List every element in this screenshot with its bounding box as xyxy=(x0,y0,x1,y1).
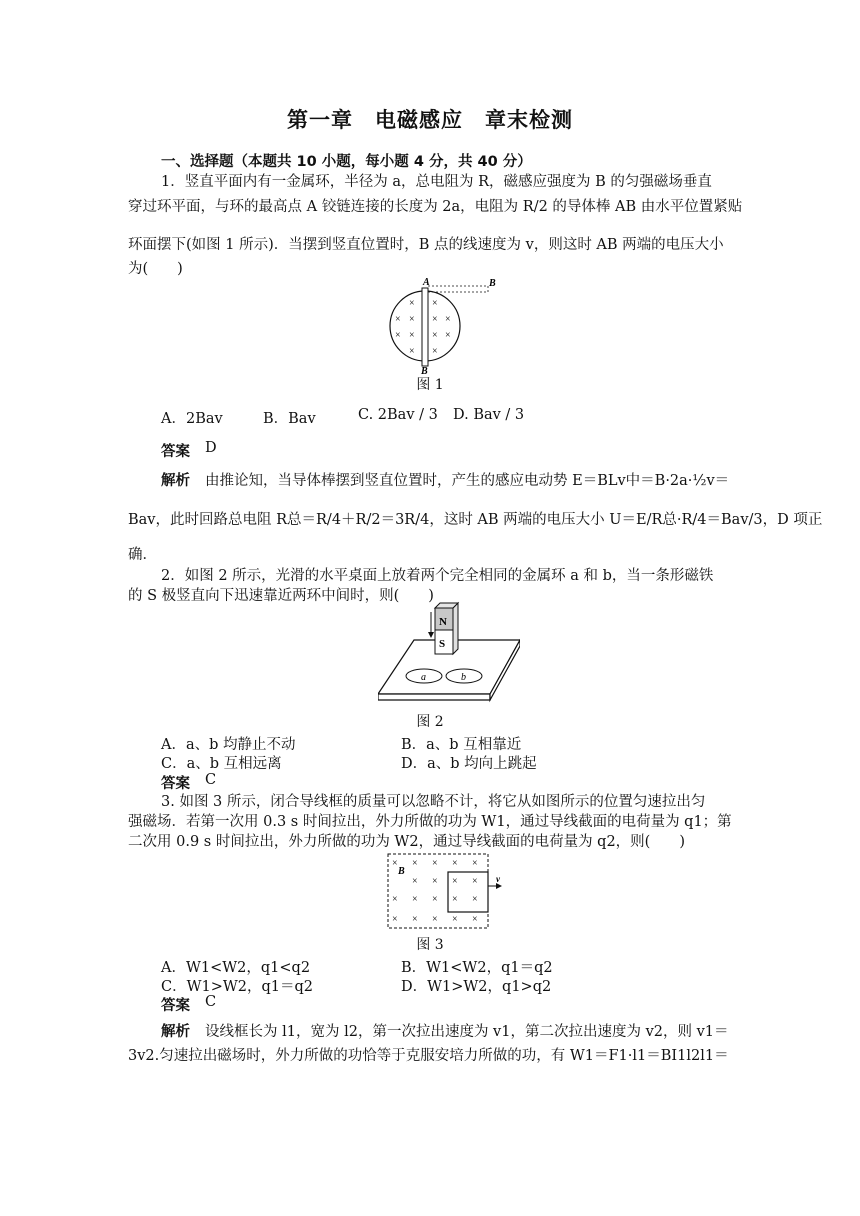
q2-option-d: D．a、b 均向上跳起 xyxy=(401,756,537,772)
figure-1-caption: 图 1 xyxy=(416,377,444,393)
magnet-n-label: N xyxy=(439,616,447,628)
q3-option-b: B．W1<W2，q1＝q2 xyxy=(401,960,553,976)
q2-answer: C xyxy=(205,772,217,788)
q1-option-b: B．Bav xyxy=(263,411,316,427)
cross-mark: × xyxy=(412,914,418,925)
cross-mark: × xyxy=(409,330,415,341)
cross-mark: × xyxy=(432,330,438,341)
cross-mark: × xyxy=(472,894,478,905)
cross-mark: × xyxy=(412,894,418,905)
figure-1 xyxy=(385,276,500,376)
q3-option-c: C．W1>W2，q1＝q2 xyxy=(161,979,314,995)
q3-option-a: A．W1<W2，q1<q2 xyxy=(161,960,311,976)
q3-analysis-label: 解析 xyxy=(161,1024,190,1040)
q2-answer-label: 答案 xyxy=(161,776,190,792)
cross-mark: × xyxy=(432,914,438,925)
cross-mark: × xyxy=(409,346,415,357)
q2-option-c: C．a、b 互相远离 xyxy=(161,756,282,772)
fig1-label-b-top: B xyxy=(489,278,496,289)
q1-analysis-line-1: 由推论知，当导体棒摆到竖直位置时，产生的感应电动势 E＝BLv中＝B·2a·½v＝ xyxy=(205,473,730,489)
cross-mark: × xyxy=(472,858,478,869)
q3-answer-label: 答案 xyxy=(161,998,190,1014)
q1-answer: D xyxy=(205,440,217,456)
figure-3 xyxy=(386,852,506,932)
cross-mark: × xyxy=(432,298,438,309)
q2-text-line-2: 的 S 极竖直向下迅速靠近两环中间时，则( ) xyxy=(128,588,434,604)
q1-analysis-line-3: 确． xyxy=(128,547,157,563)
cross-mark: × xyxy=(432,314,438,325)
cross-mark: × xyxy=(452,914,458,925)
ring-b-label: b xyxy=(461,672,466,683)
cross-mark: × xyxy=(445,330,451,341)
q1-text-line-2: 穿过环平面，与环的最高点 A 铰链连接的长度为 2a，电阻为 R/2 的导体棒 AB 由水平位置紧贴 xyxy=(128,199,743,215)
figure-3-caption: 图 3 xyxy=(416,937,444,953)
cross-mark: × xyxy=(432,876,438,887)
cross-mark: × xyxy=(452,894,458,905)
cross-mark: × xyxy=(409,314,415,325)
cross-mark: × xyxy=(432,894,438,905)
cross-mark: × xyxy=(472,914,478,925)
q2-option-a: A．a、b 均静止不动 xyxy=(161,737,296,753)
q3-text-line-3: 二次用 0.9 s 时间拉出，外力所做的功为 W2，通过导线截面的电荷量为 q2，则( ) xyxy=(128,834,685,850)
q3-answer: C xyxy=(205,994,217,1010)
cross-mark: × xyxy=(412,858,418,869)
figure-2 xyxy=(378,598,520,710)
cross-mark: × xyxy=(412,876,418,887)
q3-analysis-line-1: 设线框长为 l1，宽为 l2，第一次拉出速度为 v1，第二次拉出速度为 v2，则 v1＝ xyxy=(205,1024,729,1040)
fig1-label-a: A xyxy=(423,277,430,288)
cross-mark: × xyxy=(452,858,458,869)
cross-mark: × xyxy=(445,314,451,325)
q1-answer-label: 答案 xyxy=(161,444,190,460)
ring-a-label: a xyxy=(421,672,426,683)
q3-analysis-line-2: 3v2.匀速拉出磁场时，外力所做的功恰等于克服安培力所做的功，有 W1＝F1·l1＝BI1l2l1＝ xyxy=(128,1048,729,1064)
cross-mark: × xyxy=(432,858,438,869)
figure-2-caption: 图 2 xyxy=(416,714,444,730)
page-title: 第一章 电磁感应 章末检测 xyxy=(287,108,573,132)
q1-option-d: D. Bav / 3 xyxy=(453,407,525,423)
q1-option-a: A．2Bav xyxy=(161,411,223,427)
cross-mark: × xyxy=(432,346,438,357)
cross-mark: × xyxy=(452,876,458,887)
q1-analysis-line-2: Bav，此时回路总电阻 R总＝R/4＋R/2＝3R/4，这时 AB 两端的电压大小 U＝E/R总·R/4＝Bav/3，D 项正 xyxy=(128,512,823,528)
cross-mark: × xyxy=(392,914,398,925)
section-heading: 一、选择题（本题共 10 小题，每小题 4 分，共 40 分） xyxy=(161,154,532,170)
cross-mark: × xyxy=(472,876,478,887)
q3-option-d: D．W1>W2，q1>q2 xyxy=(401,979,552,995)
q1-text-line-3: 环面摆下(如图 1 所示)．当摆到竖直位置时，B 点的线速度为 v，则这时 AB 两端的电压大小 xyxy=(128,237,724,253)
q3-text-line-1: 3. 如图 3 所示，闭合导线框的质量可以忽略不计，将它从如图所示的位置匀速拉出匀 xyxy=(161,794,706,810)
cross-mark: × xyxy=(395,330,401,341)
q2-option-b: B．a、b 互相靠近 xyxy=(401,737,522,753)
q1-text-line-1: 1．竖直平面内有一金属环，半径为 a，总电阻为 R，磁感应强度为 B 的匀强磁场垂直 xyxy=(161,174,712,190)
q2-text-line-1: 2．如图 2 所示，光滑的水平桌面上放着两个完全相同的金属环 a 和 b，当一条形磁铁 xyxy=(161,568,714,584)
magnet-s-label: S xyxy=(439,638,446,650)
q1-option-c: C. 2Bav / 3 xyxy=(358,407,438,423)
fig1-label-b: B xyxy=(421,366,428,376)
cross-mark: × xyxy=(395,314,401,325)
fig3-label-v: v xyxy=(496,874,500,884)
q1-text-line-4: 为( ) xyxy=(128,261,183,277)
cross-mark: × xyxy=(409,298,415,309)
q1-analysis-label: 解析 xyxy=(161,473,190,489)
cross-mark: × xyxy=(392,894,398,905)
fig3-label-b: B xyxy=(398,866,405,877)
cross-mark: × xyxy=(392,858,398,869)
q3-text-line-2: 强磁场．若第一次用 0.3 s 时间拉出，外力所做的功为 W1，通过导线截面的电荷量为 q1；第 xyxy=(128,814,732,830)
